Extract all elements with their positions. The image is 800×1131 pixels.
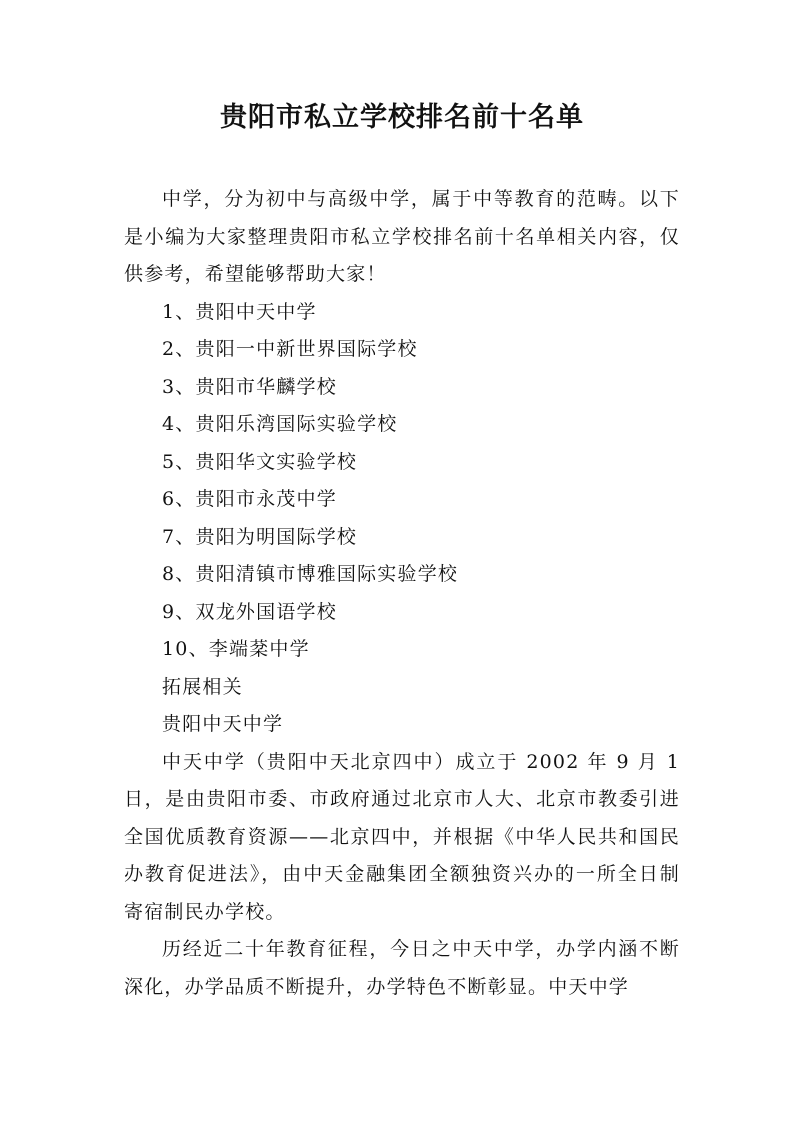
list-item: 1、贵阳中天中学 [162,300,317,323]
document-title: 贵阳市私立学校排名前十名单 [220,102,584,133]
list-item: 7、贵阳为明国际学校 [162,525,358,548]
list-item: 4、贵阳乐湾国际实验学校 [162,413,398,435]
school-paragraph-2: 历经近二十年教育征程，今日之中天中学，办学内涵不断深化，办学品质不断提升，办学特色不断彰显。中天中学 [124,938,680,998]
section-heading: 贵阳中天中学 [162,713,284,735]
list-item: 10、李端棻中学 [162,638,310,660]
list-item: 9、双龙外国语学校 [162,600,337,623]
list-item: 3、贵阳市华麟学校 [162,375,337,398]
list-item: 5、贵阳华文实验学校 [162,450,358,473]
school-paragraph-1: 中天中学（贵阳中天北京四中）成立于 2002 年 9 月 1 日，是由贵阳市委、市政府通过北京市人大、北京市教委引进全国优质教育资源——北京四中，并根据《中华人民共和国民办教育促进法》，由中天金融集团全额独资兴办的一所全日制寄宿制民办学校。 [124,750,680,923]
extension-heading: 拓展相关 [162,675,243,698]
document-body [124,181,680,1006]
list-item: 8、贵阳清镇市博雅国际实验学校 [162,563,459,585]
intro-paragraph: 中学，分为初中与高级中学，属于中等教育的范畴。以下是小编为大家整理贵阳市私立学校排名前十名单相关内容，仅供参考，希望能够帮助大家！ [124,188,680,285]
list-item: 6、贵阳市永茂中学 [162,488,337,510]
list-item: 2、贵阳一中新世界国际学校 [162,338,418,360]
